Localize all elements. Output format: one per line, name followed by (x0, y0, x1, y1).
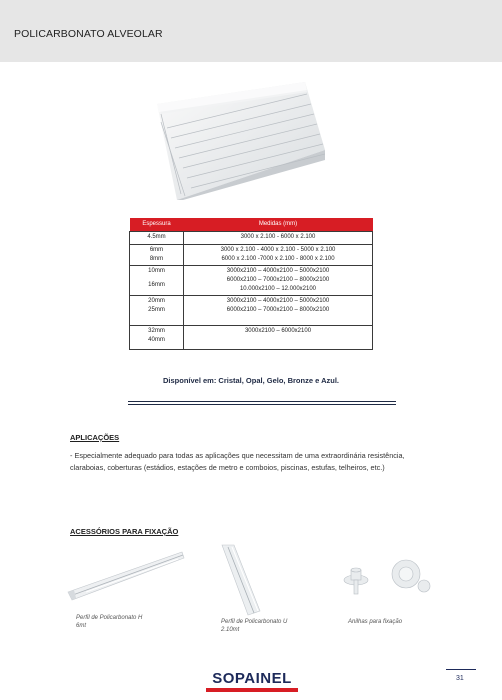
dimensions-table (129, 218, 373, 350)
caption-line: 2.10mt (221, 627, 240, 633)
thickness-value: 10mm (148, 267, 165, 274)
size-value: 3000 x 2.100 - 6000 x 2.100 (240, 233, 316, 240)
accessories-heading: ACESSÓRIOS PARA FIXAÇÃO (70, 527, 179, 536)
thickness-value: 20mm (148, 297, 165, 304)
table-row (130, 265, 373, 295)
caption-line: 6mt (76, 623, 87, 629)
thickness-value: 32mm (148, 327, 165, 334)
washers-image (336, 556, 436, 598)
table-row (130, 295, 373, 325)
sopainel-logo (198, 670, 306, 694)
size-value: 3000 x 2.100 - 4000 x 2.100 - 5000 x 2.100 (220, 246, 336, 253)
logo-bar (206, 688, 298, 692)
divider (128, 404, 396, 405)
thickness-value: 40mm (148, 336, 165, 343)
divider (128, 401, 396, 402)
table-row (130, 231, 373, 244)
thickness-value: 16mm (148, 281, 165, 288)
logo-text: SOPAINEL (212, 670, 292, 687)
page-title: POLICARBONATO ALVEOLAR (14, 28, 163, 40)
table-row (130, 325, 373, 349)
size-value: 6000 x 2.100 -7000 x 2.100 - 8000 x 2.100 (221, 255, 335, 262)
size-value: 3000x2100 – 6000x2100 (244, 327, 312, 334)
u-profile-image (216, 543, 266, 617)
table-header-thickness: Espessura (130, 218, 184, 231)
size-value: 3000x2100 – 4000x2100 – 5000x2100 (226, 267, 330, 274)
u-profile-caption (221, 618, 331, 634)
h-profile-image (66, 548, 186, 603)
table-row (130, 244, 373, 265)
size-value: 6000x2100 – 7000x2100 – 8000x2100 (226, 306, 330, 313)
caption-line: Anilhas para fixação (348, 619, 403, 625)
table-header-sizes: Medidas (mm) (184, 218, 373, 231)
page-number: 31 (456, 675, 464, 682)
applications-text: - Especialmente adequado para todas as aplicações que necessitam de uma extraordinária resistência, claraboias, coberturas (estádios, estações de metro e comboios, piscinas, estufas, telheiros, etc.) (70, 451, 405, 472)
caption-line: Perfil de Policarbonato H (76, 615, 143, 621)
thickness-value: 8mm (149, 255, 164, 262)
applications-heading: APLICAÇÕES (70, 433, 120, 442)
thickness-value: 25mm (148, 306, 165, 313)
caption-line: Perfil de Policarbonato U (221, 619, 288, 625)
page-number-rule (446, 669, 476, 670)
thickness-value: 4.5mm (147, 233, 166, 240)
availability-note: Disponível em: Cristal, Opal, Gelo, Bronze e Azul. (162, 376, 339, 385)
h-profile-caption (76, 614, 186, 630)
size-value: 10.000x2100 – 12.000x2100 (239, 285, 317, 292)
size-value: 3000x2100 – 4000x2100 – 5000x2100 (226, 297, 330, 304)
thickness-value: 6mm (149, 246, 164, 253)
size-value: 6000x2100 – 7000x2100 – 8000x2100 (226, 276, 330, 283)
page-header (0, 0, 502, 62)
polycarbonate-sheets-image (157, 82, 325, 200)
washers-caption (348, 618, 438, 626)
